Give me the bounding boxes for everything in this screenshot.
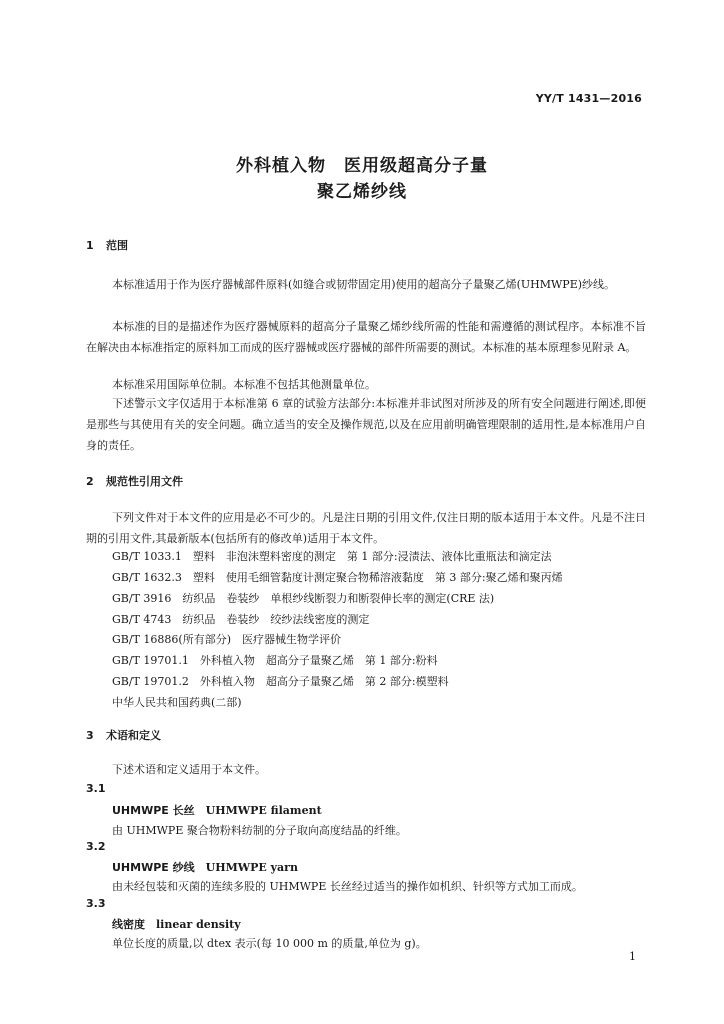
- term-name-en: linear density: [156, 918, 241, 931]
- reference-item: 中华人民共和国药典(二部): [112, 696, 242, 709]
- section-number: 2: [86, 475, 94, 488]
- reference-item: GB/T 4743 纺织品 卷装纱 绞纱法线密度的测定: [112, 613, 370, 626]
- document-title-line2: 聚乙烯纱线: [317, 182, 407, 202]
- section-2-heading: [86, 473, 183, 489]
- term-number: 3.1: [86, 782, 106, 795]
- section-3-heading: [86, 727, 161, 743]
- paragraph: 下列文件对于本文件的应用是必不可少的。凡是注日期的引用文件,仅注日期的版本适用于本文件。凡是不注日期的引用文件,其最新版本(包括所有的修改单)适用于本文件。: [86, 511, 646, 545]
- section-number: 3: [86, 729, 94, 742]
- reference-item: GB/T 1033.1 塑料 非泡沫塑料密度的测定 第 1 部分:浸渍法、液体比重瓶法和滴定法: [112, 550, 552, 563]
- term-name: [112, 916, 241, 932]
- term-number: 3.2: [86, 840, 106, 853]
- term-name: [112, 802, 322, 818]
- term-definition: 由 UHMWPE 聚合物粉料纺制的分子取向高度结晶的纤维。: [112, 824, 407, 837]
- section-number: 1: [86, 239, 94, 252]
- term-name: [112, 859, 298, 875]
- paragraph: 下述警示文字仅适用于本标准第 6 章的试验方法部分:本标准并非试图对所涉及的所有安全问题进行阐述,即便是那些与其使用有关的安全问题。确立适当的安全及操作规范,以及在应用前明确管理限制的适用性,是本标准用户自身的责任。: [86, 397, 646, 452]
- reference-item: GB/T 19701.2 外科植入物 超高分子量聚乙烯 第 2 部分:模塑料: [112, 675, 449, 688]
- reference-item: GB/T 19701.1 外科植入物 超高分子量聚乙烯 第 1 部分:粉料: [112, 654, 438, 667]
- section-title: 术语和定义: [106, 729, 161, 742]
- term-name-zh: UHMWPE 长丝: [112, 804, 195, 817]
- term-name-en: UHMWPE filament: [205, 804, 322, 817]
- term-name-zh: 线密度: [112, 918, 145, 931]
- reference-item: GB/T 1632.3 塑料 使用毛细管黏度计测定聚合物稀溶液黏度 第 3 部分:聚乙烯和聚丙烯: [112, 571, 563, 584]
- paragraph: 下述术语和定义适用于本文件。: [112, 763, 266, 776]
- section-1-heading: [86, 237, 128, 253]
- paragraph: 本标准的目的是描述作为医疗器械原料的超高分子量聚乙烯纱线所需的性能和需遵循的测试程序。本标准不旨在解决由本标准指定的原料加工而成的医疗器械或医疗器械的部件所需要的测试。本标准的基本原理参见附录 A。: [86, 320, 646, 354]
- section-title: 规范性引用文件: [106, 475, 183, 488]
- term-definition: 单位长度的质量,以 dtex 表示(每 10 000 m 的质量,单位为 g)。: [112, 937, 427, 950]
- reference-item: GB/T 16886(所有部分) 医疗器械生物学评价: [112, 633, 341, 646]
- term-name-zh: UHMWPE 纱线: [112, 861, 195, 874]
- page-number: 1: [629, 950, 636, 963]
- paragraph: 本标准适用于作为医疗器械部件原料(如缝合或韧带固定用)使用的超高分子量聚乙烯(UHMWPE)纱线。: [112, 278, 616, 291]
- document-title-line1: 外科植入物 医用级超高分子量: [236, 156, 488, 176]
- term-name-en: UHMWPE yarn: [205, 861, 298, 874]
- reference-item: GB/T 3916 纺织品 卷装纱 单根纱线断裂力和断裂伸长率的测定(CRE 法): [112, 592, 495, 605]
- term-number: 3.3: [86, 897, 106, 910]
- standard-code: YY/T 1431—2016: [535, 92, 642, 105]
- paragraph: 本标准采用国际单位制。本标准不包括其他测量单位。: [112, 378, 376, 391]
- section-title: 范围: [106, 239, 128, 252]
- term-definition: 由未经包装和灭菌的连续多股的 UHMWPE 长丝经过适当的操作如机织、针织等方式加工而成。: [112, 880, 583, 893]
